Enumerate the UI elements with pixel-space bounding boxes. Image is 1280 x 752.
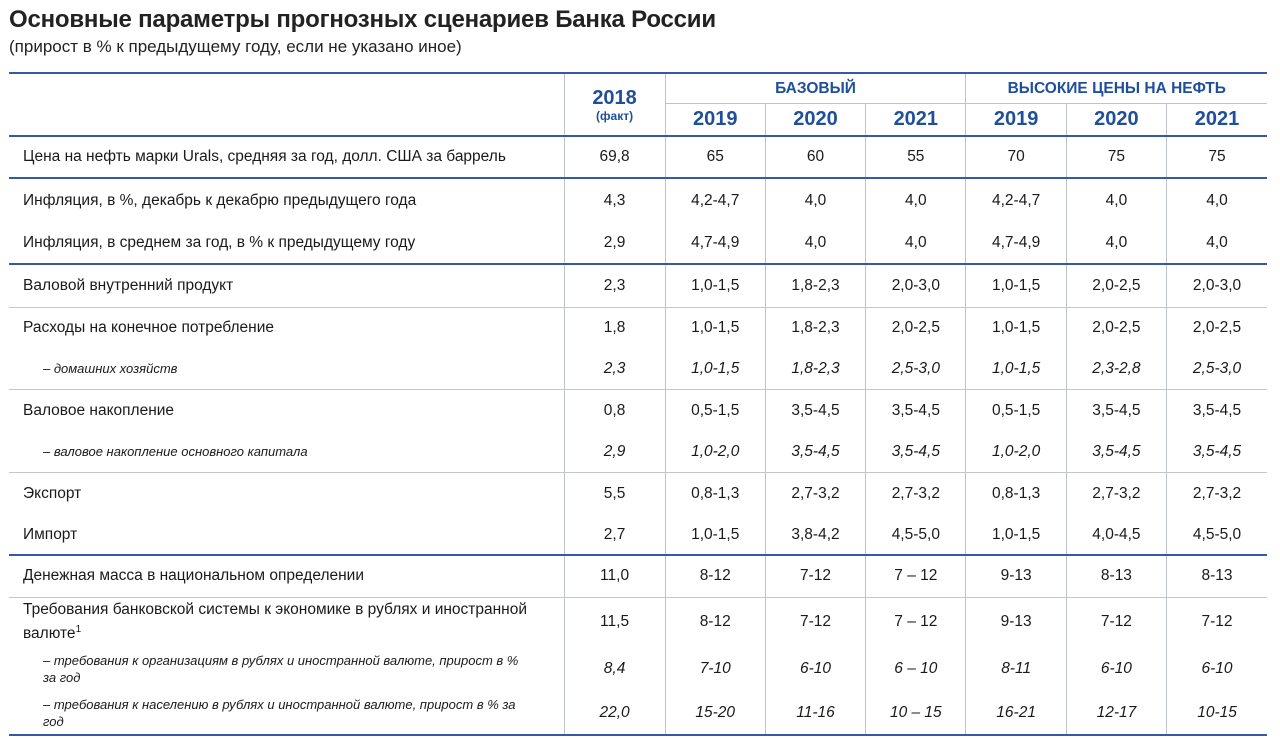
cell-value: 7-12 xyxy=(765,555,865,597)
cell-value: 2,9 xyxy=(564,432,665,472)
cell-value: 0,8-1,3 xyxy=(665,472,765,515)
table-row xyxy=(9,647,1267,691)
cell-value: 1,0-1,5 xyxy=(966,515,1066,555)
cell-value: 6-10 xyxy=(1066,647,1166,691)
cell-value: 10 – 15 xyxy=(866,691,966,735)
header-year-base-2021: 2021 xyxy=(866,104,966,137)
header-year-base-2020: 2020 xyxy=(765,104,865,137)
cell-value: 2,3 xyxy=(564,264,665,307)
cell-value: 2,5-3,0 xyxy=(866,349,966,389)
cell-value: 4,7-4,9 xyxy=(665,222,765,264)
cell-value: 4,2-4,7 xyxy=(665,178,765,222)
cell-value: 3,5-4,5 xyxy=(1066,432,1166,472)
cell-value: 3,5-4,5 xyxy=(866,389,966,432)
row-label: – валовое накопление основного капитала xyxy=(43,444,308,460)
cell-value: 2,3-2,8 xyxy=(1066,349,1166,389)
cell-value: 11,5 xyxy=(564,597,665,647)
row-label: – домашних хозяйств xyxy=(43,361,178,377)
row-label: Валовое накопление xyxy=(9,389,564,432)
row-label: Денежная масса в национальном определении xyxy=(9,555,564,597)
cell-value: 0,8 xyxy=(564,389,665,432)
cell-value: 3,5-4,5 xyxy=(1066,389,1166,432)
cell-value: 2,9 xyxy=(564,222,665,264)
cell-value: 2,7 xyxy=(564,515,665,555)
row-label-text: Требования банковской системы к экономике в рублях и иностранной валюте xyxy=(23,601,528,643)
cell-value: 7-12 xyxy=(1167,597,1267,647)
cell-value: 2,7-3,2 xyxy=(866,472,966,515)
cell-value: 0,8-1,3 xyxy=(966,472,1066,515)
table-row xyxy=(9,349,1267,389)
cell-value: 69,8 xyxy=(564,136,665,178)
cell-value: 4,0 xyxy=(1167,178,1267,222)
cell-value: 4,2-4,7 xyxy=(966,178,1066,222)
cell-value: 3,5-4,5 xyxy=(1167,432,1267,472)
header-group-high-oil: ВЫСОКИЕ ЦЕНЫ НА НЕФТЬ xyxy=(966,73,1267,104)
table-row xyxy=(9,515,1267,555)
cell-value: 3,5-4,5 xyxy=(1167,389,1267,432)
row-label: Инфляция, в среднем за год, в % к предыдущему году xyxy=(23,233,416,251)
cell-value: 75 xyxy=(1066,136,1166,178)
header-year-high-2021: 2021 xyxy=(1167,104,1267,137)
cell-value: 2,0-2,5 xyxy=(1167,307,1267,349)
cell-value: 1,0-1,5 xyxy=(966,264,1066,307)
cell-value: 4,0 xyxy=(866,222,966,264)
page-title: Основные параметры прогнозных сценариев Банка России xyxy=(9,6,716,33)
cell-value: 4,0 xyxy=(866,178,966,222)
cell-value: 2,0-3,0 xyxy=(866,264,966,307)
footnote-marker: 1 xyxy=(75,624,82,636)
cell-value: 6-10 xyxy=(765,647,865,691)
table-row xyxy=(9,389,1267,432)
table-row xyxy=(9,307,1267,349)
row-label: Валовой внутренний продукт xyxy=(9,264,564,307)
table-row xyxy=(9,178,1267,222)
cell-value: 1,0-1,5 xyxy=(665,349,765,389)
table-row xyxy=(9,691,1267,735)
row-label: Инфляция, в %, декабрь к декабрю предыдущего года xyxy=(9,178,564,222)
cell-value: 4,0 xyxy=(1167,222,1267,264)
cell-value: 7-12 xyxy=(1066,597,1166,647)
header-year-high-2019: 2019 xyxy=(966,104,1066,137)
cell-value: 7 – 12 xyxy=(866,555,966,597)
forecast-table xyxy=(9,72,1267,736)
cell-value: 1,0-2,0 xyxy=(665,432,765,472)
row-label: – требования к населению в рублях и иностранной валюте, прирост в % за год xyxy=(9,691,564,735)
cell-value: 1,8 xyxy=(564,307,665,349)
cell-value: 1,0-1,5 xyxy=(665,307,765,349)
cell-value: 4,7-4,9 xyxy=(966,222,1066,264)
cell-value: 2,0-3,0 xyxy=(1167,264,1267,307)
cell-value: 4,0 xyxy=(765,222,865,264)
cell-value: 2,0-2,5 xyxy=(1066,307,1166,349)
cell-value: 11-16 xyxy=(765,691,865,735)
cell-value: 7 – 12 xyxy=(866,597,966,647)
cell-value: 3,5-4,5 xyxy=(765,432,865,472)
cell-value: 3,8-4,2 xyxy=(765,515,865,555)
cell-value: 3,5-4,5 xyxy=(866,432,966,472)
table-row xyxy=(9,555,1267,597)
table-row xyxy=(9,136,1267,178)
cell-value: 5,5 xyxy=(564,472,665,515)
cell-value: 60 xyxy=(765,136,865,178)
cell-value: 7-10 xyxy=(665,647,765,691)
page-subtitle: (прирост в % к предыдущему году, если не указано иное) xyxy=(9,37,462,56)
header-group-base: БАЗОВЫЙ xyxy=(665,73,966,104)
cell-value: 7-12 xyxy=(765,597,865,647)
cell-value: 2,7-3,2 xyxy=(1167,472,1267,515)
row-label: Импорт xyxy=(23,525,78,543)
cell-value: 1,8-2,3 xyxy=(765,349,865,389)
cell-value: 1,8-2,3 xyxy=(765,307,865,349)
cell-value: 6 – 10 xyxy=(866,647,966,691)
row-label: – требования к организациям в рублях и иностранной валюте, прирост в % за год xyxy=(43,653,519,685)
cell-value: 16-21 xyxy=(966,691,1066,735)
cell-value: 6-10 xyxy=(1167,647,1267,691)
table-row xyxy=(9,597,1267,647)
row-label xyxy=(9,597,564,647)
cell-value: 2,7-3,2 xyxy=(765,472,865,515)
cell-value: 0,5-1,5 xyxy=(665,389,765,432)
cell-value: 1,8-2,3 xyxy=(765,264,865,307)
cell-value: 1,0-1,5 xyxy=(966,349,1066,389)
cell-value: 2,5-3,0 xyxy=(1167,349,1267,389)
table-row xyxy=(9,432,1267,472)
row-label: Расходы на конечное потребление xyxy=(9,307,564,349)
cell-value: 8-13 xyxy=(1167,555,1267,597)
cell-value: 9-13 xyxy=(966,597,1066,647)
row-label: Экспорт xyxy=(9,472,564,515)
header-empty-cell xyxy=(9,73,564,136)
cell-value: 4,0 xyxy=(765,178,865,222)
header-year-base-2019: 2019 xyxy=(665,104,765,137)
header-row-groups xyxy=(9,73,1267,104)
header-year-fact xyxy=(564,73,665,136)
header-year-high-2020: 2020 xyxy=(1066,104,1166,137)
cell-value: 4,0-4,5 xyxy=(1066,515,1166,555)
cell-value: 65 xyxy=(665,136,765,178)
cell-value: 11,0 xyxy=(564,555,665,597)
cell-value: 0,5-1,5 xyxy=(966,389,1066,432)
cell-value: 10-15 xyxy=(1167,691,1267,735)
cell-value: 8-12 xyxy=(665,597,765,647)
cell-value: 2,7-3,2 xyxy=(1066,472,1166,515)
header-fact-label: (факт) xyxy=(596,108,634,123)
cell-value: 8-12 xyxy=(665,555,765,597)
cell-value: 70 xyxy=(966,136,1066,178)
cell-value: 8,4 xyxy=(564,647,665,691)
cell-value: 4,5-5,0 xyxy=(1167,515,1267,555)
cell-value: 2,0-2,5 xyxy=(866,307,966,349)
table-row xyxy=(9,264,1267,307)
cell-value: 4,5-5,0 xyxy=(866,515,966,555)
cell-value: 3,5-4,5 xyxy=(765,389,865,432)
table-row xyxy=(9,472,1267,515)
cell-value: 8-11 xyxy=(966,647,1066,691)
cell-value: 75 xyxy=(1167,136,1267,178)
header-year-2018: 2018 xyxy=(592,86,637,109)
cell-value: 1,0-1,5 xyxy=(966,307,1066,349)
cell-value: 4,3 xyxy=(564,178,665,222)
cell-value: 22,0 xyxy=(564,691,665,735)
cell-value: 8-13 xyxy=(1066,555,1166,597)
cell-value: 9-13 xyxy=(966,555,1066,597)
cell-value: 12-17 xyxy=(1066,691,1166,735)
cell-value: 1,0-1,5 xyxy=(665,515,765,555)
cell-value: 2,3 xyxy=(564,349,665,389)
cell-value: 1,0-2,0 xyxy=(966,432,1066,472)
cell-value: 4,0 xyxy=(1066,222,1166,264)
cell-value: 55 xyxy=(866,136,966,178)
cell-value: 2,0-2,5 xyxy=(1066,264,1166,307)
cell-value: 4,0 xyxy=(1066,178,1166,222)
row-label: Цена на нефть марки Urals, средняя за год, долл. США за баррель xyxy=(9,136,564,178)
cell-value: 1,0-1,5 xyxy=(665,264,765,307)
table-row xyxy=(9,222,1267,264)
cell-value: 15-20 xyxy=(665,691,765,735)
